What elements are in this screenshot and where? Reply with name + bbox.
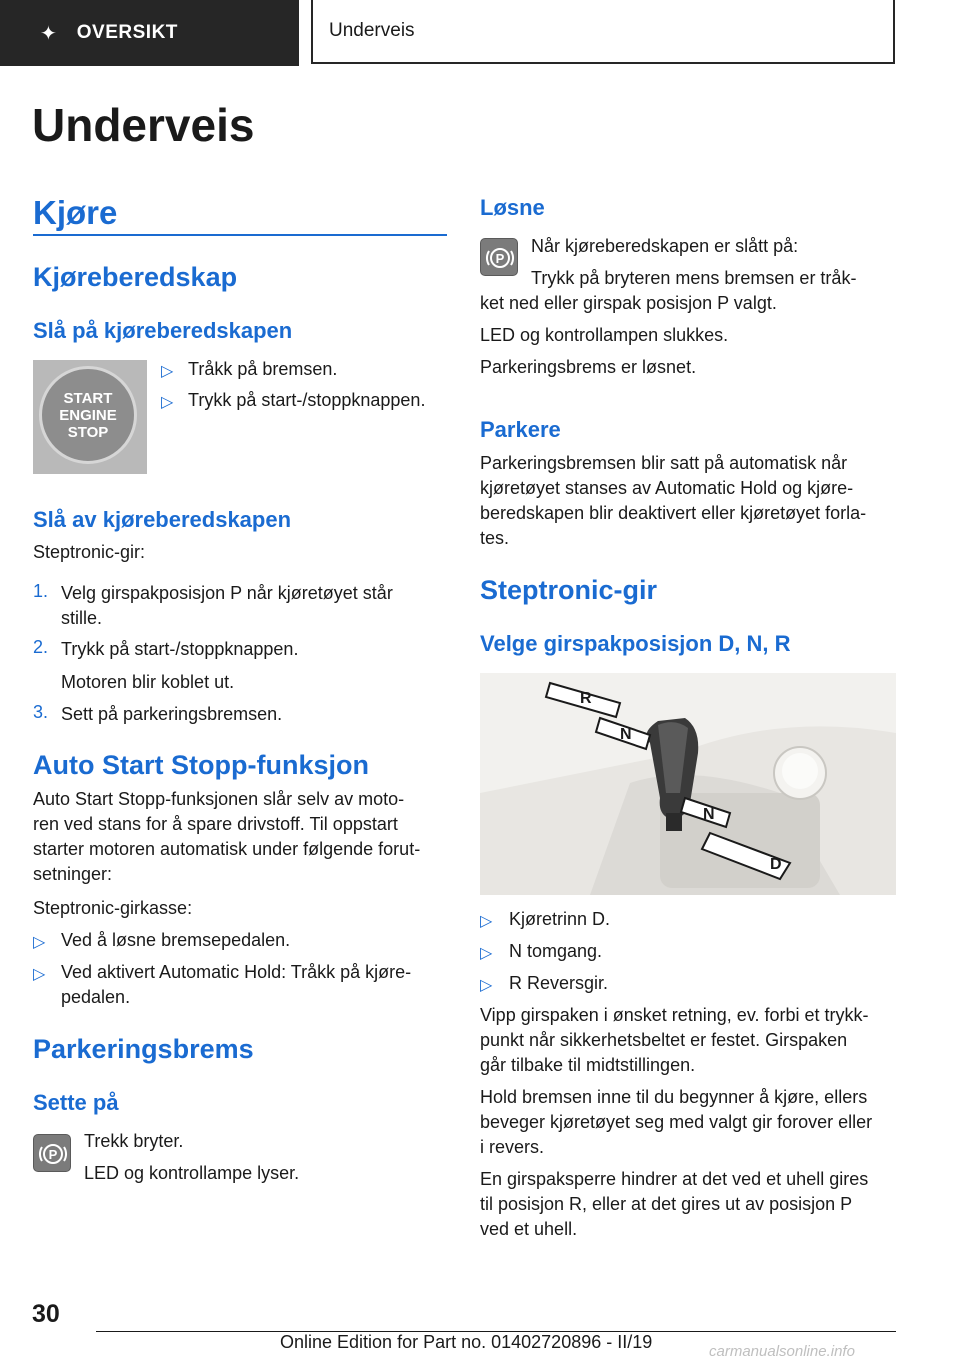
heading-velge-girspak: Velge girspakposisjon D, N, R xyxy=(480,631,791,656)
overview-tab-label: OVERSIKT xyxy=(76,22,178,43)
triangle-bullet-icon: ▷ xyxy=(161,363,174,380)
paragraph: går tilbake til midtstillingen. xyxy=(480,1055,696,1075)
bullet-text: R Reversgir. xyxy=(509,973,609,993)
paragraph: Trykk på bryteren mens bremsen er tråk- xyxy=(531,268,857,288)
gear-label-n: N xyxy=(703,806,715,823)
heading-kjoreberedskap: Kjøreberedskap xyxy=(33,262,238,292)
triangle-bullet-icon: ▷ xyxy=(161,394,174,411)
section-rule xyxy=(33,234,447,236)
heading-losne: Løsne xyxy=(480,195,545,220)
svg-text:P: P xyxy=(48,1147,58,1162)
heading-parkeringsbrems: Parkeringsbrems xyxy=(33,1034,254,1064)
bullet-text: Ved aktivert Automatic Hold: Tråkk på kjøre- xyxy=(61,962,412,982)
heading-auto-start-stopp: Auto Start Stopp-funksjon xyxy=(33,750,369,780)
overview-tab[interactable] xyxy=(0,0,299,66)
paragraph: Trekk bryter. xyxy=(84,1131,184,1151)
paragraph: Steptronic-girkasse: xyxy=(33,898,193,918)
triangle-bullet-icon: ▷ xyxy=(33,934,46,951)
paragraph: LED og kontrollampe lyser. xyxy=(84,1163,300,1183)
paragraph: starter motoren automatisk under følgende forut- xyxy=(33,839,421,859)
step-number: 2. xyxy=(33,637,49,657)
parking-brake-icon xyxy=(480,238,518,276)
bullet-text: Trykk på start-/stoppknappen. xyxy=(188,390,426,410)
step-text: Velg girspakposisjon P når kjøretøyet står xyxy=(61,583,393,603)
top-navigation-bar xyxy=(0,0,960,66)
paragraph: Vipp girspaken i ønsket retning, ev. forbi et trykk- xyxy=(480,1005,869,1025)
paragraph: ren ved stans for å spare drivstoff. Til oppstart xyxy=(33,814,398,834)
bullet-text: pedalen. xyxy=(61,987,131,1007)
gear-selector-image xyxy=(480,673,896,895)
paragraph: Parkeringsbremsen blir satt på automatisk når xyxy=(480,453,848,473)
heading-sla-av: Slå av kjøreberedskapen xyxy=(33,507,292,532)
start-text-engine: ENGINE xyxy=(59,407,117,424)
bullet-text: Tråkk på bremsen. xyxy=(188,359,338,379)
paragraph: beredskapen blir deaktivert eller kjøretøyet forla- xyxy=(480,503,867,523)
paragraph: Steptronic-gir: xyxy=(33,542,146,562)
section-heading-kjore: Kjøre xyxy=(33,194,118,231)
heading-sla-pa: Slå på kjøreberedskapen xyxy=(33,318,293,343)
paragraph: kjøretøyet stanses av Automatic Hold og kjøre- xyxy=(480,478,854,498)
start-text-start: START xyxy=(63,390,113,407)
paragraph: beveger kjøretøyet seg med valgt gir forover eller xyxy=(480,1112,873,1132)
gear-label-d: D xyxy=(770,856,782,873)
step-text: stille. xyxy=(61,608,103,628)
start-button-text xyxy=(33,390,143,441)
current-section-label: Underveis xyxy=(329,20,415,41)
step-number: 1. xyxy=(33,581,49,601)
triangle-bullet-icon: ▷ xyxy=(480,913,493,930)
gear-label-r: R xyxy=(580,690,592,707)
paragraph: Hold bremsen inne til du begynner å kjøre, ellers xyxy=(480,1087,868,1107)
start-text-stop: STOP xyxy=(67,424,109,441)
step-text: Trykk på start-/stoppknappen. xyxy=(61,639,299,659)
paragraph: ved et uhell. xyxy=(480,1219,578,1239)
triangle-bullet-icon: ▷ xyxy=(480,977,493,994)
heading-steptronic-gir: Steptronic-gir xyxy=(480,575,658,605)
step-text: Motoren blir koblet ut. xyxy=(61,672,235,692)
bullet-text: Ved å løsne bremsepedalen. xyxy=(61,930,291,950)
bullet-text: Kjøretrinn D. xyxy=(509,909,611,929)
heading-sette-pa: Sette på xyxy=(33,1090,119,1115)
star-burst-icon: ✦ xyxy=(40,22,57,45)
triangle-bullet-icon: ▷ xyxy=(33,966,46,983)
page-number: 30 xyxy=(32,1300,60,1328)
paragraph: punkt når sikkerhetsbeltet er festet. Girspaken xyxy=(480,1030,848,1050)
page-title: Underveis xyxy=(32,99,255,151)
paragraph: ket ned eller girspak posisjon P valgt. xyxy=(480,293,777,313)
paragraph: setninger: xyxy=(33,864,113,884)
paragraph: LED og kontrollampen slukkes. xyxy=(480,325,729,345)
watermark: carmanualsonline.info xyxy=(709,1343,855,1360)
svg-text:P: P xyxy=(495,251,505,266)
paragraph: Når kjøreberedskapen er slått på: xyxy=(531,236,799,256)
paragraph: tes. xyxy=(480,528,510,548)
parking-brake-icon xyxy=(33,1134,71,1172)
paragraph: En girspaksperre hindrer at det ved et uhell gires xyxy=(480,1169,869,1189)
current-section-tab[interactable] xyxy=(311,0,895,64)
step-text: Sett på parkeringsbremsen. xyxy=(61,704,283,724)
heading-parkere: Parkere xyxy=(480,417,561,442)
paragraph: Auto Start Stopp-funksjonen slår selv av moto- xyxy=(33,789,405,809)
edition-text: Online Edition for Part no. 01402720896 - II/19 xyxy=(280,1332,653,1352)
paragraph: i revers. xyxy=(480,1137,545,1157)
paragraph: til posisjon R, eller at det gires ut av posisjon P xyxy=(480,1194,853,1214)
step-number: 3. xyxy=(33,702,49,722)
start-stop-button-image xyxy=(33,360,147,474)
triangle-bullet-icon: ▷ xyxy=(480,945,493,962)
paragraph: Parkeringsbrems er løsnet. xyxy=(480,357,697,377)
bullet-text: N tomgang. xyxy=(509,941,603,961)
gear-label-n: N xyxy=(620,726,632,743)
